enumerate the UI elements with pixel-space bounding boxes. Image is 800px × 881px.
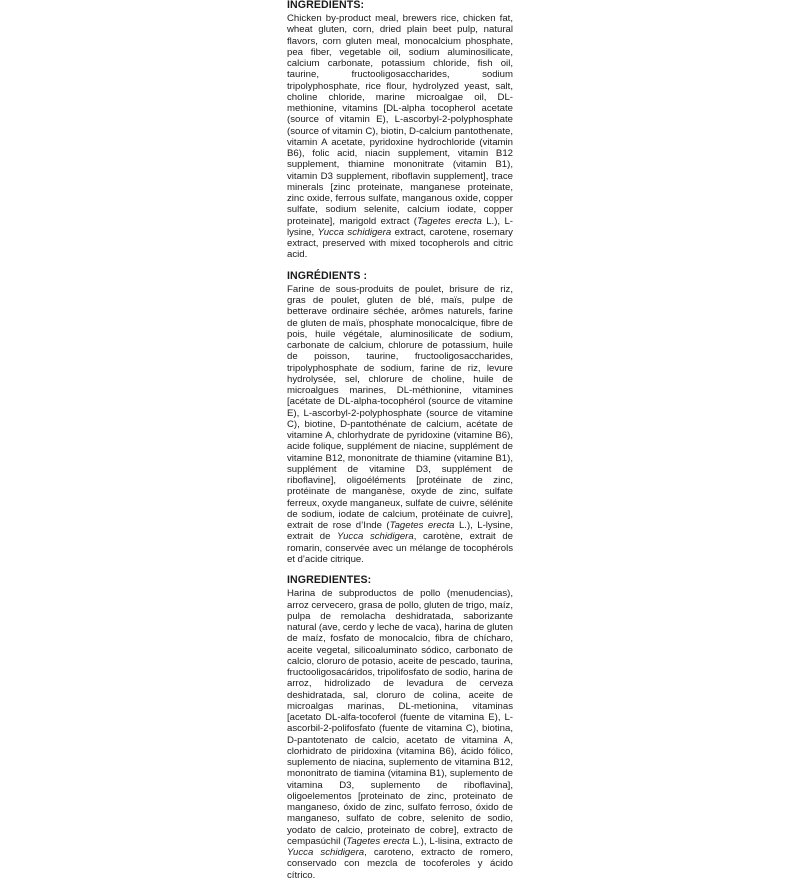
ingredients-text-segment: L.), L-lysine, [287,215,513,238]
ingredients-text-segment: extract, carotene, rosemary extract, preserved with mixed tocopherols and citric acid. [287,226,513,261]
ingredients-text-segment: L.), L-lisina, extracto de [409,835,513,847]
ingredients-latin-name: Tagetes erecta [346,835,410,847]
ingredients-text-spanish [287,588,513,881]
ingredients-text-segment: , carotène, extrait de romarin, conservée avec un mélange de tocophérols et d’acide citrique. [287,531,513,565]
ingredients-heading-french: INGRÉDIENTS : [287,269,368,282]
ingredients-heading-english: INGREDIENTS: [287,0,365,11]
ingredients-heading-spanish: INGREDIENTES: [287,574,372,587]
ingredients-label-panel [287,0,513,881]
ingredients-latin-name: Yucca schidigera [287,847,365,859]
ingredients-section-french [287,271,513,565]
ingredients-text-english [287,13,513,261]
ingredients-latin-name: Yucca schidigera [317,226,392,238]
ingredients-latin-name: Yucca schidigera [337,531,414,543]
ingredients-text-segment: , caroteno, extracto de romero, conservado con mezcla de tocoferoles y ácido cítrico. [287,847,513,881]
ingredients-text-french [287,284,513,565]
ingredients-latin-name: Tagetes erecta [416,215,482,227]
ingredients-text-segment: L.), L-lysine, extrait de [287,520,513,543]
ingredients-text-segment: Chicken by-product meal, brewers rice, chicken fat, wheat gluten, corn, dried plain beet pulp, natural flavors, corn gluten meal, monocalcium phosphate, pea fiber, vegetable oil, sodium aluminosilicate, calcium carbonate, potassium chloride, fish oil, taurine, fructooligosaccharides, sodium tripolyphosphate, rice flour, hydrolyzed yeast, salt, choline chloride, marine microalgae oil, DL-methionine, vitamins [DL-alpha tocopherol acetate (source of vitamin E), L-ascorbyl-2-polyphosphate (source of vitamin C), biotin, D-calcium pantothenate, vitamin A acetate, pyridoxine hydrochloride (vitamin B6), folic acid, niacin supplement, vitamin B12 supplement, thiamine mononitrate (vitamin B1), vitamin D3 supplement, riboflavin supplement], trace minerals [zinc proteinate, manganese proteinate, zinc oxide, ferrous sulfate, manganous oxide, copper sulfate, sodium selenite, calcium iodate, copper proteinate], marigold extract ( [287,13,513,227]
ingredients-text-segment: Farine de sous-produits de poulet, brisure de riz, gras de poulet, gluten de blé, maïs, pulpe de betterave ordinaire séchée, arômes naturels, farine de gluten de maïs, phosphate monocalcique, fibre de pois, huile végétale, aluminosilicate de sodium, carbonate de calcium, chlorure de potassium, huile de poisson, taurine, fructooligosaccharides, tripolyphosphate de sodium, farine de riz, levure hydrolysée, sel, chlorure de choline, huile de microalgues marines, DL-méthionine, vitamines [acétate de DL-alpha-tocophérol (source de vitamine E), L-ascorbyl-2-polyphosphate (source de vitamine C), biotine, D-pantothénate de calcium, acétate de vitamine A, chlorhydrate de pyridoxine (vitamine B6), acide folique, supplément de niacine, supplément de vitamine B12, mononitrate de thiamine (vitamine B1), supplément de vitamine D3, supplément de riboflavine], oligoéléments [protéinate de zinc, protéinate de manganèse, oxyde de zinc, sulfate ferreux, oxyde manganeux, sulfate de cuivre, sélénite de sodium, iodate de calcium, protéinate de cuivre], extrait de rose d’Inde ( [287,283,513,532]
ingredients-text-segment: Harina de subproductos de pollo (menudencias), arroz cervecero, grasa de pollo, gluten de trigo, maíz, pulpa de remolacha deshidratada, saborizante natural (ave, cerdo y leche de vaca), harina de gluten de maíz, fosfato de monocalcio, fibra de chícharo, aceite vegetal, silicoaluminato sódico, carbonato de calcio, cloruro de potasio, aceite de pescado, taurina, fructooligosacáridos, tripolifosfato de sodio, harina de arroz, hidrolizado de levadura de cerveza deshidratada, sal, cloruro de colina, aceite de microalgas marinas, DL-metionina, vitaminas [acetato DL-alfa-tocoferol (fuente de vitamina E), L-ascorbil-2-polifosfato (fuente de vitamina C), biotina, D-pantotenato de calcio, acetato de vitamina A, clorhidrato de piridoxina (vitamina B6), ácido fólico, suplemento de niacina, suplemento de vitamina B12, mononitrato de tiamina (vitamina B1), suplemento de vitamina D3, suplemento de riboflavina], oligoelementos [proteinato de zinc, proteinato de manganeso, óxido de zinc, sulfato ferroso, óxido de manganeso, sulfato de cobre, selenito de sodio, yodato de calcio, proteinato de cobre], extracto de cempasúchil ( [287,588,513,847]
ingredients-latin-name: Tagetes erecta [389,520,455,532]
ingredients-section-spanish [287,575,513,881]
ingredients-section-english [287,0,513,261]
